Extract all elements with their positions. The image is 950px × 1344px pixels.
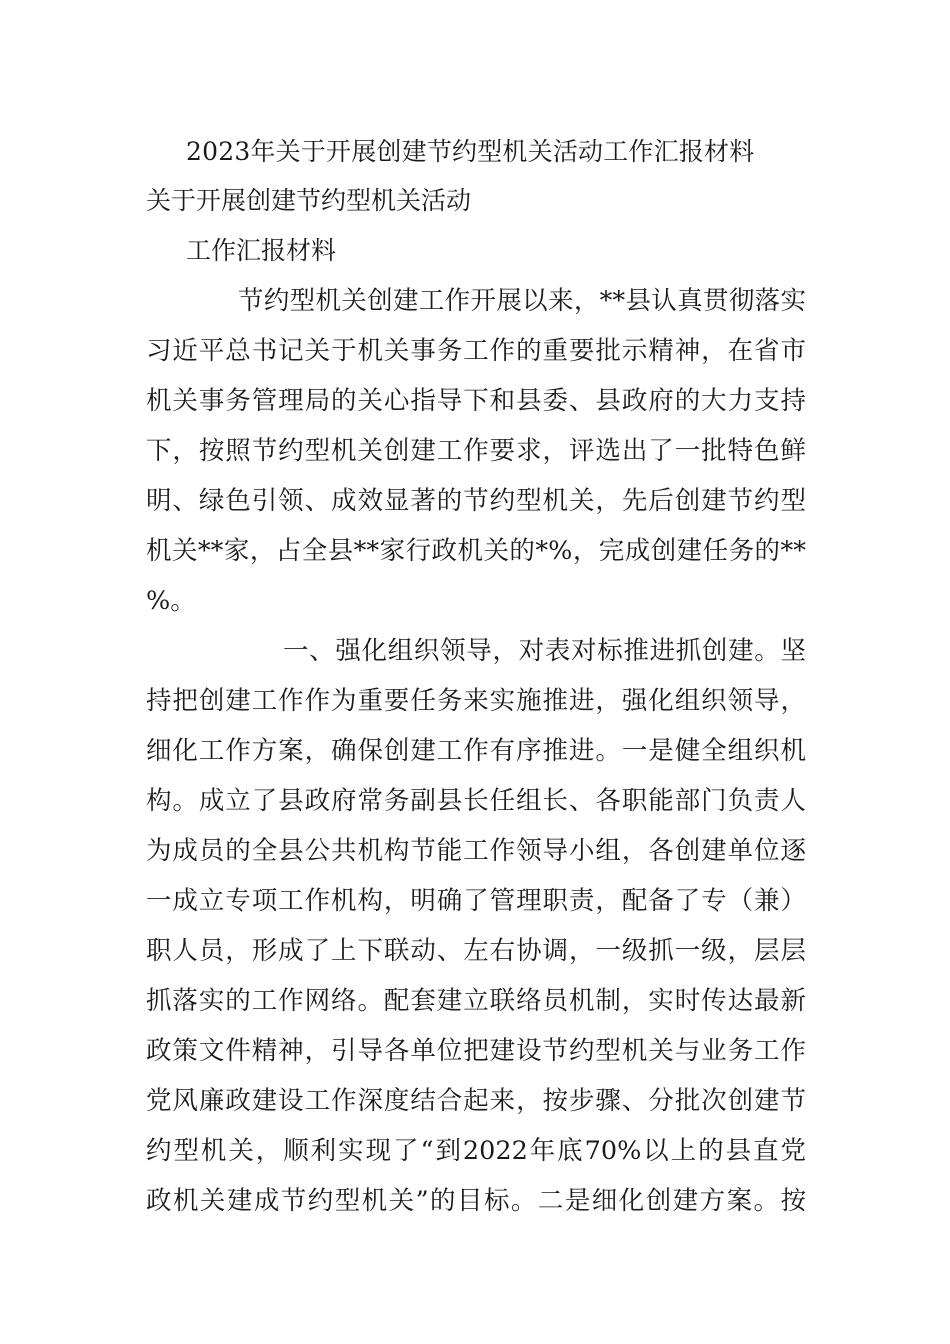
paragraph-1-line: 下，按照节约型机关创建工作要求，评选出了一批特色鲜 — [146, 436, 806, 466]
document-subtitle-line-2: 工作汇报材料 — [186, 236, 337, 265]
paragraph-2-line: 细化工作方案，确保创建工作有序推进。一是健全组织机 — [146, 736, 806, 766]
paragraph-1-line: 机关**家，占全县**家行政机关的*%，完成创建任务的** — [146, 536, 806, 566]
paragraph-2-line: 党风廉政建设工作深度结合起来，按步骤、分批次创建节 — [146, 1086, 806, 1116]
paragraph-2-line: 政机关建成节约型机关”的目标。二是细化创建方案。按 — [146, 1186, 806, 1216]
paragraph-1-line: 节约型机关创建工作开展以来，**县认真贯彻落实 — [238, 286, 806, 316]
paragraph-2-line: 政策文件精神，引导各单位把建设节约型机关与业务工作 — [146, 1036, 806, 1066]
paragraph-2-line: 抓落实的工作网络。配套建立联络员机制，实时传达最新 — [146, 986, 806, 1016]
paragraph-2-line: 职人员，形成了上下联动、左右协调，一级抓一级，层层 — [146, 936, 806, 966]
paragraph-2-line: 一、强化组织领导，对表对标推进抓创建。坚 — [283, 636, 806, 666]
paragraph-1-line: 机关事务管理局的关心指导下和县委、县政府的大力支持 — [146, 386, 806, 416]
paragraph-1-line: 习近平总书记关于机关事务工作的重要批示精神，在省市 — [146, 336, 806, 366]
paragraph-2-line: 持把创建工作作为重要任务来实施推进，强化组织领导， — [146, 686, 806, 716]
document-subtitle-line-1: 关于开展创建节约型机关活动 — [146, 186, 472, 215]
paragraph-2-line: 构。成立了县政府常务副县长任组长、各职能部门负责人 — [146, 786, 806, 816]
paragraph-2-line: 一成立专项工作机构，明确了管理职责，配备了专（兼） — [146, 886, 806, 916]
document-title: 2023年关于开展创建节约型机关活动工作汇报材料 — [186, 137, 755, 166]
paragraph-1-line: %。 — [146, 586, 196, 616]
paragraph-2-line: 约型机关，顺利实现了“到2022年底70%以上的县直党 — [146, 1136, 806, 1166]
paragraph-2-line: 为成员的全县公共机构节能工作领导小组，各创建单位逐 — [146, 836, 806, 866]
paragraph-1-line: 明、绿色引领、成效显著的节约型机关，先后创建节约型 — [146, 486, 806, 516]
